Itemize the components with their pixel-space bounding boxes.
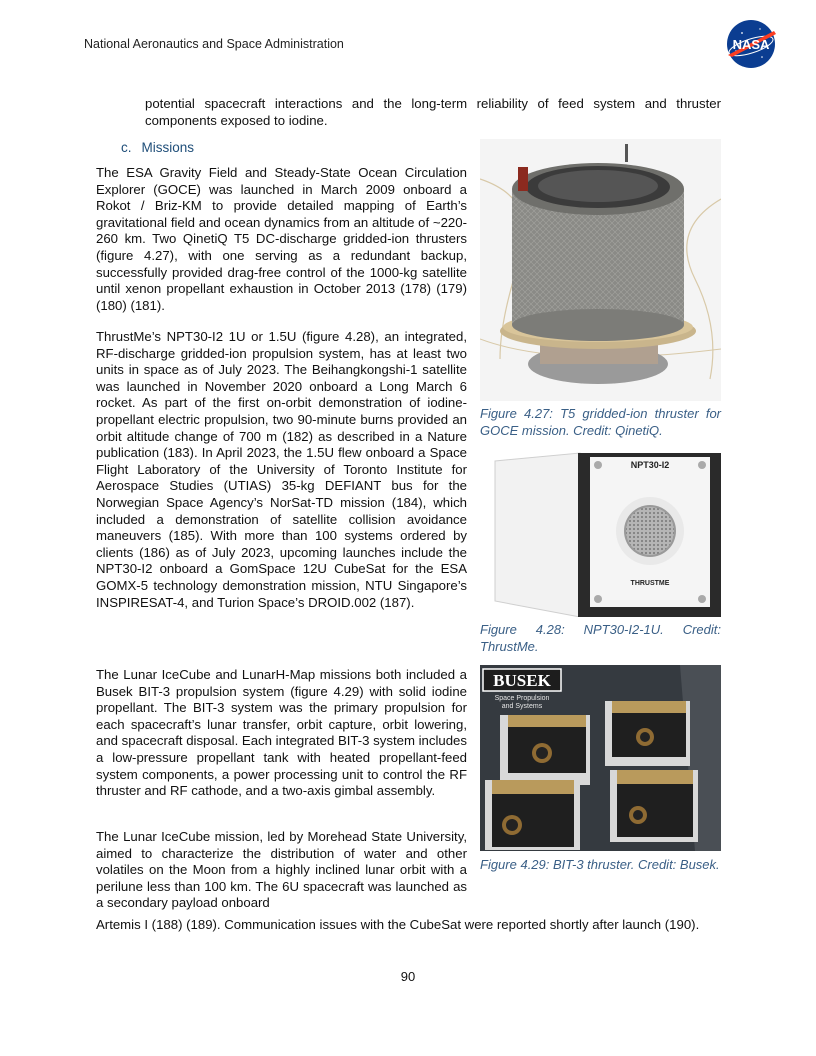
svg-text:BUSEK: BUSEK [493,671,551,690]
intro-paragraph: potential spacecraft interactions and the long-term reliability of feed system and thruster components exposed to iodine. [145,96,721,128]
paragraph-lunar-missions: The Lunar IceCube and LunarH-Map missions both included a Busek BIT-3 propulsion system (figure 4.29) with solid iodine propellant. The BIT-3 system was the primary propulsion for each spacecraft’s lunar transfer, orbit capture, orbit lowering, and spacecraft disposal. Each integrated BIT-3 system includes a low-pressure propellant tank with heated propellant-feed system components, a power processing unit to control the RF thruster and RF cathode, and a two-axis gimbal assembly. [96,667,467,799]
nasa-logo-icon [722,17,780,71]
figure-bit3 [480,665,721,851]
t5-thruster-illustration [480,139,721,401]
npt30-illustration [480,451,721,617]
figure-4-28-caption: Figure 4.28: NPT30-I2-1U. Credit: ThrustMe. [480,622,721,654]
section-letter: c. [121,140,132,155]
paragraph-goce: The ESA Gravity Field and Steady-State Ocean Circulation Explorer (GOCE) was launched in March 2009 onboard a Rokot / Briz-KM to provide detailed mapping of Earth’s gravitational field and ocean dynamics from an altitude of ~220-260 km. Two QinetiQ T5 DC-discharge gridded-ion thrusters (figure 4.27), with one serving as a redundant backup, successfully provided drag-free control of the 1000-kg satellite until xenon propellant exhaustion in October 2013 (178) (179) (180) (181). [96,165,467,313]
svg-text:Space Propulsion: Space Propulsion [494,695,550,702]
svg-text:THRUSTME: THRUSTME [630,580,670,587]
figure-4-29-caption: Figure 4.29: BIT-3 thruster. Credit: Busek. [480,857,720,872]
figure-t5-thruster [480,139,721,401]
section-title: Missions [141,140,195,155]
bit3-illustration [480,665,721,851]
figure-4-27-caption: Figure 4.27: T5 gridded-ion thruster for GOCE mission. Credit: QinetiQ. [480,406,721,438]
section-heading [121,140,194,155]
svg-text:NPT30-I2: NPT30-I2 [630,460,670,470]
svg-text:NASA: NASA [732,37,770,52]
paragraph-lunar-icecube-continued: Artemis I (188) (189). Communication issues with the CubeSat were reported shortly after launch (190). [96,917,700,932]
paragraph-lunar-icecube: The Lunar IceCube mission, led by Morehead State University, aimed to characterize the distribution of water and other volatiles on the Moon from a highly inclined lunar orbit with a perilune less than 100 km. The 6U spacecraft was launched as a secondary payload onboard [96,829,467,911]
header-agency-name: National Aeronautics and Space Administration [84,37,344,51]
svg-text:and Systems: and Systems [501,703,543,710]
page-number: 90 [400,969,416,984]
paragraph-thrustme: ThrustMe’s NPT30-I2 1U or 1.5U (figure 4.28), an integrated, RF-discharge gridded-ion propulsion system, has at least two units in space as of July 2023. The Beihangkongshi-1 satellite was launched in November 2020 onboard a Long March 6 rocket. As part of the first on-orbit demonstration of iodine-propellant electric propulsion, two 90-minute burns provided an orbit altitude change of 700 m (182) as described in a Nature publication (183). In April 2023, the 1.5U flew onboard a Space Flight Laboratory of the University of Toronto Institute for Aerospace Studies (UTIAS) 35-kg DEFIANT bus for the Norwegian Space Agency’s NorSat-TD mission (184), which included a demonstration of satellite collision avoidance maneuvers (185). With more than 100 systems ordered by clients (186) as of July 2023, upcoming launches include the NPT30-I2 onboard a GomSpace 12U CubeSat for the ESA GOMX-5 technology demonstration mission, NTU Singapore’s INSPIRESAT-4, and Turion Space’s DROID.002 (187). [96,329,467,610]
figure-npt30 [480,451,721,617]
